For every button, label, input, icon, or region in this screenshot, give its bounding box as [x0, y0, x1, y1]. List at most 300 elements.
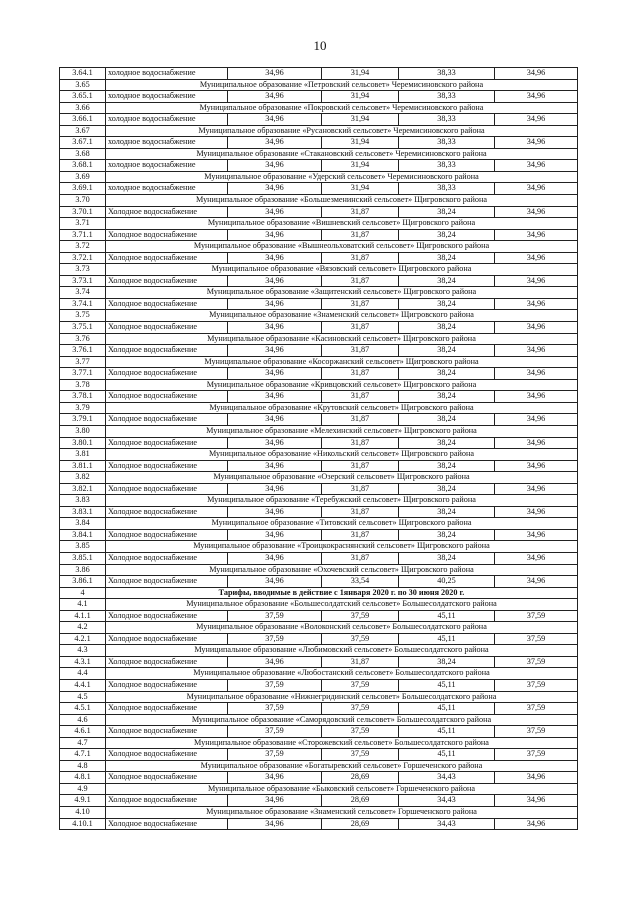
- row-number: 3.80: [60, 425, 106, 437]
- row-number: 3.77: [60, 356, 106, 368]
- tariff-value-3: 38,24: [399, 206, 495, 218]
- tariff-value-1: 34,96: [228, 772, 322, 784]
- tariff-value-1: 34,96: [228, 368, 322, 380]
- municipality-header-row: [60, 425, 578, 437]
- row-label: Холодное водоснабжение: [106, 772, 228, 784]
- municipality-title: Муниципальное образование «Теребужский сельсовет» Щигровского района: [106, 495, 578, 507]
- row-number: 3.78: [60, 379, 106, 391]
- tariff-value-3: 38,24: [399, 298, 495, 310]
- tariff-value-4: 34,96: [495, 183, 578, 195]
- tariff-value-2: 31,87: [322, 322, 399, 334]
- tariff-value-3: 40,25: [399, 576, 495, 588]
- tariff-value-1: 37,59: [228, 633, 322, 645]
- tariff-value-1: 34,96: [228, 552, 322, 564]
- row-label: холодное водоснабжение: [106, 114, 228, 126]
- tariff-value-1: 34,96: [228, 68, 322, 80]
- tariff-value-1: 34,96: [228, 298, 322, 310]
- tariff-value-4: 37,59: [495, 656, 578, 668]
- tariff-value-1: 37,59: [228, 679, 322, 691]
- table-row: [60, 68, 578, 80]
- municipality-header-row: [60, 737, 578, 749]
- tariff-table-body: [60, 68, 578, 830]
- municipality-header-row: [60, 195, 578, 207]
- row-number: 3.66: [60, 102, 106, 114]
- tariff-value-4: 34,96: [495, 576, 578, 588]
- tariff-value-4: 34,96: [495, 795, 578, 807]
- tariff-value-3: 45,11: [399, 633, 495, 645]
- row-label: Холодное водоснабжение: [106, 506, 228, 518]
- municipality-title: Муниципальное образование «Быковский сельсовет» Горшеченского района: [106, 783, 578, 795]
- tariff-value-2: 37,59: [322, 679, 399, 691]
- municipality-header-row: [60, 287, 578, 299]
- row-label: Холодное водоснабжение: [106, 206, 228, 218]
- table-row: [60, 437, 578, 449]
- municipality-header-row: [60, 79, 578, 91]
- tariff-value-1: 34,96: [228, 322, 322, 334]
- tariff-value-2: 31,87: [322, 368, 399, 380]
- row-number: 3.82: [60, 472, 106, 484]
- tariff-value-4: 34,96: [495, 137, 578, 149]
- municipality-header-row: [60, 356, 578, 368]
- tariff-value-2: 37,59: [322, 749, 399, 761]
- municipality-header-row: [60, 541, 578, 553]
- tariff-table: [59, 67, 578, 830]
- tariff-value-3: 38,33: [399, 137, 495, 149]
- tariff-value-4: 37,59: [495, 726, 578, 738]
- row-label: Холодное водоснабжение: [106, 460, 228, 472]
- tariff-value-1: 34,96: [228, 506, 322, 518]
- table-row: [60, 610, 578, 622]
- row-number: 3.79.1: [60, 414, 106, 426]
- municipality-title: Муниципальное образование «Любимовский сельсовет» Большесолдатского района: [106, 645, 578, 657]
- row-label: Холодное водоснабжение: [106, 437, 228, 449]
- row-label: Холодное водоснабжение: [106, 298, 228, 310]
- page-number: 10: [313, 38, 327, 53]
- row-number: 4.2: [60, 622, 106, 634]
- row-label: Холодное водоснабжение: [106, 252, 228, 264]
- tariff-value-4: 34,96: [495, 298, 578, 310]
- table-row: [60, 749, 578, 761]
- row-number: 4.8: [60, 760, 106, 772]
- tariff-value-3: 38,24: [399, 275, 495, 287]
- tariff-value-2: 37,59: [322, 703, 399, 715]
- tariff-value-3: 38,33: [399, 183, 495, 195]
- row-label: Холодное водоснабжение: [106, 322, 228, 334]
- row-number: 3.71.1: [60, 229, 106, 241]
- table-row: [60, 322, 578, 334]
- table-row: [60, 298, 578, 310]
- tariff-value-3: 38,24: [399, 368, 495, 380]
- municipality-title: Муниципальное образование «Косоржанский сельсовет» Щигровского района: [106, 356, 578, 368]
- row-number: 3.84: [60, 518, 106, 530]
- tariff-value-1: 34,96: [228, 91, 322, 103]
- tariff-value-1: 37,59: [228, 703, 322, 715]
- row-number: 4.10: [60, 807, 106, 819]
- municipality-header-row: [60, 449, 578, 461]
- tariff-value-3: 38,24: [399, 437, 495, 449]
- municipality-title: Муниципальное образование «Покровский сельсовет» Черемисиновского района: [106, 102, 578, 114]
- tariff-value-4: 34,96: [495, 114, 578, 126]
- row-number: 3.77.1: [60, 368, 106, 380]
- tariff-value-2: 37,59: [322, 610, 399, 622]
- tariff-value-2: 31,87: [322, 483, 399, 495]
- tariff-value-4: 34,96: [495, 391, 578, 403]
- municipality-title: Муниципальное образование «Удерский сельсовет» Черемисиновского района: [106, 171, 578, 183]
- table-row: [60, 137, 578, 149]
- row-label: Холодное водоснабжение: [106, 483, 228, 495]
- row-number: 4.7: [60, 737, 106, 749]
- municipality-header-row: [60, 102, 578, 114]
- tariff-value-1: 34,96: [228, 275, 322, 287]
- municipality-title: Муниципальное образование «Кривцовский сельсовет» Щигровского района: [106, 379, 578, 391]
- table-row: [60, 506, 578, 518]
- row-label: Холодное водоснабжение: [106, 610, 228, 622]
- tariff-value-3: 38,33: [399, 160, 495, 172]
- tariff-value-1: 34,96: [228, 160, 322, 172]
- tariff-value-2: 31,87: [322, 506, 399, 518]
- tariff-value-4: 37,59: [495, 703, 578, 715]
- row-number: 3.69: [60, 171, 106, 183]
- row-label: Холодное водоснабжение: [106, 414, 228, 426]
- tariff-value-4: 34,96: [495, 322, 578, 334]
- row-number: 3.84.1: [60, 529, 106, 541]
- row-number: 4.1: [60, 599, 106, 611]
- municipality-title: Муниципальное образование «Мелехинский сельсовет» Щигровского района: [106, 425, 578, 437]
- tariff-value-3: 38,24: [399, 656, 495, 668]
- municipality-header-row: [60, 333, 578, 345]
- municipality-title: Муниципальное образование «Вязовский сельсовет» Щигровского района: [106, 264, 578, 276]
- tariff-value-1: 34,96: [228, 460, 322, 472]
- row-number: 3.72: [60, 241, 106, 253]
- municipality-header-row: [60, 691, 578, 703]
- row-label: Холодное водоснабжение: [106, 703, 228, 715]
- table-row: [60, 368, 578, 380]
- row-number: 3.81: [60, 449, 106, 461]
- row-label: Холодное водоснабжение: [106, 726, 228, 738]
- row-label: Холодное водоснабжение: [106, 368, 228, 380]
- tariff-value-3: 38,24: [399, 252, 495, 264]
- tariff-value-4: 34,96: [495, 68, 578, 80]
- table-row: [60, 391, 578, 403]
- row-number: 4.2.1: [60, 633, 106, 645]
- row-number: 4.10.1: [60, 818, 106, 830]
- tariff-value-2: 31,87: [322, 529, 399, 541]
- tariff-value-1: 34,96: [228, 229, 322, 241]
- tariff-value-4: 37,59: [495, 749, 578, 761]
- municipality-header-row: [60, 148, 578, 160]
- table-row: [60, 772, 578, 784]
- municipality-title: Муниципальное образование «Сторожевский сельсовет» Большесолдатского района: [106, 737, 578, 749]
- tariff-value-2: 33,54: [322, 576, 399, 588]
- tariff-value-2: 31,87: [322, 298, 399, 310]
- tariff-value-2: 28,69: [322, 818, 399, 830]
- tariff-value-4: 34,96: [495, 414, 578, 426]
- municipality-header-row: [60, 783, 578, 795]
- row-number: 4.6.1: [60, 726, 106, 738]
- tariff-value-3: 38,24: [399, 460, 495, 472]
- table-row: [60, 206, 578, 218]
- row-number: 3.79: [60, 402, 106, 414]
- row-number: 4.9: [60, 783, 106, 795]
- row-number: 4.5.1: [60, 703, 106, 715]
- table-row: [60, 795, 578, 807]
- row-number: 3.72.1: [60, 252, 106, 264]
- table-row: [60, 679, 578, 691]
- row-number: 3.65.1: [60, 91, 106, 103]
- tariff-value-1: 34,96: [228, 483, 322, 495]
- row-label: Холодное водоснабжение: [106, 529, 228, 541]
- municipality-title: Муниципальное образование «Нижнегридинский сельсовет» Большесолдатского района: [106, 691, 578, 703]
- row-number: 4.6: [60, 714, 106, 726]
- row-number: 3.85.1: [60, 552, 106, 564]
- tariff-value-2: 31,94: [322, 160, 399, 172]
- row-label: Холодное водоснабжение: [106, 633, 228, 645]
- row-number: 3.68.1: [60, 160, 106, 172]
- municipality-header-row: [60, 495, 578, 507]
- row-label: Холодное водоснабжение: [106, 229, 228, 241]
- tariff-value-4: 37,59: [495, 679, 578, 691]
- row-number: 3.70: [60, 195, 106, 207]
- row-number: 3.76: [60, 333, 106, 345]
- row-number: 3.69.1: [60, 183, 106, 195]
- row-number: 4.3.1: [60, 656, 106, 668]
- row-number: 3.74: [60, 287, 106, 299]
- tariff-value-2: 31,87: [322, 229, 399, 241]
- municipality-title: Муниципальное образование «Вишневский сельсовет» Щигровского района: [106, 218, 578, 230]
- table-row: [60, 229, 578, 241]
- table-row: [60, 818, 578, 830]
- tariff-value-3: 38,24: [399, 322, 495, 334]
- table-row: [60, 633, 578, 645]
- table-row: [60, 91, 578, 103]
- tariff-value-2: 31,87: [322, 552, 399, 564]
- row-number: 3.71: [60, 218, 106, 230]
- municipality-header-row: [60, 645, 578, 657]
- row-label: Холодное водоснабжение: [106, 576, 228, 588]
- tariff-value-1: 34,96: [228, 795, 322, 807]
- tariff-value-2: 31,94: [322, 91, 399, 103]
- table-row: [60, 345, 578, 357]
- row-number: 4.8.1: [60, 772, 106, 784]
- municipality-title: Муниципальное образование «Большесолдатский сельсовет» Большесолдатского района: [106, 599, 578, 611]
- row-number: 4.7.1: [60, 749, 106, 761]
- table-row: [60, 656, 578, 668]
- row-number: 3.65: [60, 79, 106, 91]
- table-row: [60, 114, 578, 126]
- table-row: [60, 460, 578, 472]
- municipality-title: Муниципальное образование «Саморядовский сельсовет» Большесолдатского района: [106, 714, 578, 726]
- row-number: 3.74.1: [60, 298, 106, 310]
- municipality-title: Муниципальное образование «Петровский сельсовет» Черемисиновского района: [106, 79, 578, 91]
- table-row: [60, 483, 578, 495]
- municipality-header-row: [60, 807, 578, 819]
- municipality-title: Муниципальное образование «Любостанский сельсовет» Большесолдатского района: [106, 668, 578, 680]
- tariff-value-4: 34,96: [495, 206, 578, 218]
- municipality-header-row: [60, 714, 578, 726]
- row-number: 3.67.1: [60, 137, 106, 149]
- table-row: [60, 183, 578, 195]
- table-row: [60, 160, 578, 172]
- row-label: Холодное водоснабжение: [106, 275, 228, 287]
- table-row: [60, 552, 578, 564]
- tariff-value-2: 37,59: [322, 633, 399, 645]
- municipality-header-row: [60, 668, 578, 680]
- tariff-value-2: 31,94: [322, 68, 399, 80]
- tariff-value-4: 34,96: [495, 529, 578, 541]
- municipality-title: Муниципальное образование «Русановский сельсовет» Черемисиновского района: [106, 125, 578, 137]
- tariff-value-1: 34,96: [228, 414, 322, 426]
- tariff-value-2: 31,87: [322, 252, 399, 264]
- tariff-value-4: 34,96: [495, 229, 578, 241]
- row-label: Холодное водоснабжение: [106, 552, 228, 564]
- tariff-value-3: 45,11: [399, 703, 495, 715]
- tariff-value-4: 34,96: [495, 818, 578, 830]
- row-label: холодное водоснабжение: [106, 160, 228, 172]
- tariff-value-3: 45,11: [399, 726, 495, 738]
- municipality-title: Муниципальное образование «Большезменинский сельсовет» Щигровского района: [106, 195, 578, 207]
- municipality-header-row: [60, 518, 578, 530]
- row-label: Холодное водоснабжение: [106, 749, 228, 761]
- municipality-title: Муниципальное образование «Стакановский сельсовет» Черемисиновского района: [106, 148, 578, 160]
- tariff-value-2: 31,87: [322, 437, 399, 449]
- row-label: Холодное водоснабжение: [106, 656, 228, 668]
- municipality-title: Муниципальное образование «Охочевский сельсовет» Щигровского района: [106, 564, 578, 576]
- section-row: [60, 587, 578, 599]
- tariff-value-2: 31,94: [322, 114, 399, 126]
- row-number: 3.80.1: [60, 437, 106, 449]
- tariff-value-3: 45,11: [399, 679, 495, 691]
- tariff-value-2: 28,69: [322, 772, 399, 784]
- table-row: [60, 529, 578, 541]
- row-label: Холодное водоснабжение: [106, 345, 228, 357]
- tariff-value-1: 34,96: [228, 391, 322, 403]
- row-number: 3.83.1: [60, 506, 106, 518]
- municipality-title: Муниципальное образование «Богатыревский сельсовет» Горшеченского района: [106, 760, 578, 772]
- tariff-value-4: 34,96: [495, 483, 578, 495]
- tariff-value-3: 38,24: [399, 345, 495, 357]
- municipality-header-row: [60, 760, 578, 772]
- tariff-value-1: 34,96: [228, 345, 322, 357]
- row-number: 3.75: [60, 310, 106, 322]
- municipality-title: Муниципальное образование «Троицкокраснянский сельсовет» Щигровского района: [106, 541, 578, 553]
- row-label: Холодное водоснабжение: [106, 818, 228, 830]
- municipality-header-row: [60, 241, 578, 253]
- municipality-title: Муниципальное образование «Волоконский сельсовет» Большесолдатского района: [106, 622, 578, 634]
- row-number: 3.76.1: [60, 345, 106, 357]
- municipality-title: Муниципальное образование «Вышнеольховатский сельсовет» Щигровского района: [106, 241, 578, 253]
- row-number: 3.73.1: [60, 275, 106, 287]
- tariff-value-4: 34,96: [495, 552, 578, 564]
- tariff-value-1: 34,96: [228, 183, 322, 195]
- row-number: 3.78.1: [60, 391, 106, 403]
- row-number: 3.86: [60, 564, 106, 576]
- row-number: 3.83: [60, 495, 106, 507]
- tariff-value-3: 38,24: [399, 229, 495, 241]
- tariff-value-3: 34,43: [399, 795, 495, 807]
- municipality-header-row: [60, 379, 578, 391]
- tariff-value-2: 31,94: [322, 183, 399, 195]
- tariff-value-3: 38,24: [399, 391, 495, 403]
- row-number: 4.9.1: [60, 795, 106, 807]
- row-number: 3.75.1: [60, 322, 106, 334]
- row-label: холодное водоснабжение: [106, 183, 228, 195]
- table-row: [60, 726, 578, 738]
- row-number: 3.85: [60, 541, 106, 553]
- tariff-value-2: 28,69: [322, 795, 399, 807]
- tariff-value-3: 38,24: [399, 529, 495, 541]
- row-number: 4.4.1: [60, 679, 106, 691]
- row-label: Холодное водоснабжение: [106, 391, 228, 403]
- table-row: [60, 275, 578, 287]
- tariff-value-3: 34,43: [399, 772, 495, 784]
- municipality-header-row: [60, 402, 578, 414]
- row-number: 4.4: [60, 668, 106, 680]
- tariff-value-1: 34,96: [228, 137, 322, 149]
- tariff-value-3: 45,11: [399, 749, 495, 761]
- tariff-value-1: 34,96: [228, 437, 322, 449]
- row-label: Холодное водоснабжение: [106, 795, 228, 807]
- row-number: 3.73: [60, 264, 106, 276]
- tariff-value-2: 31,87: [322, 206, 399, 218]
- row-number: 3.66.1: [60, 114, 106, 126]
- municipality-header-row: [60, 564, 578, 576]
- row-number: 3.68: [60, 148, 106, 160]
- table-row: [60, 703, 578, 715]
- row-number: 3.64.1: [60, 68, 106, 80]
- tariff-value-4: 34,96: [495, 91, 578, 103]
- table-row: [60, 252, 578, 264]
- tariff-value-1: 34,96: [228, 206, 322, 218]
- tariff-value-4: 37,59: [495, 633, 578, 645]
- tariff-value-2: 31,87: [322, 414, 399, 426]
- tariff-value-1: 34,96: [228, 529, 322, 541]
- tariff-value-4: 37,59: [495, 610, 578, 622]
- municipality-title: Муниципальное образование «Титовский сельсовет» Щигровского района: [106, 518, 578, 530]
- tariff-value-4: 34,96: [495, 368, 578, 380]
- municipality-header-row: [60, 622, 578, 634]
- tariff-value-2: 31,87: [322, 275, 399, 287]
- row-number: 4.5: [60, 691, 106, 703]
- row-label: холодное водоснабжение: [106, 91, 228, 103]
- municipality-header-row: [60, 264, 578, 276]
- tariff-value-1: 34,96: [228, 252, 322, 264]
- tariff-value-3: 45,11: [399, 610, 495, 622]
- tariff-value-4: 34,96: [495, 506, 578, 518]
- row-number: 4.3: [60, 645, 106, 657]
- tariff-value-1: 34,96: [228, 656, 322, 668]
- tariff-value-3: 38,24: [399, 506, 495, 518]
- tariff-value-2: 31,87: [322, 345, 399, 357]
- municipality-title: Муниципальное образование «Знаменский сельсовет» Горшеченского района: [106, 807, 578, 819]
- tariff-value-4: 34,96: [495, 345, 578, 357]
- row-number: 3.70.1: [60, 206, 106, 218]
- municipality-header-row: [60, 125, 578, 137]
- tariff-value-2: 31,87: [322, 391, 399, 403]
- tariff-value-3: 38,24: [399, 483, 495, 495]
- tariff-value-2: 37,59: [322, 726, 399, 738]
- row-label: Холодное водоснабжение: [106, 679, 228, 691]
- section-title: Тарифы, вводимые в действие с 1января 2020 г. по 30 июня 2020 г.: [106, 587, 578, 599]
- tariff-value-4: 34,96: [495, 160, 578, 172]
- row-number: 3.86.1: [60, 576, 106, 588]
- municipality-title: Муниципальное образование «Защитенский сельсовет» Щигровского района: [106, 287, 578, 299]
- row-number: 4: [60, 587, 106, 599]
- tariff-value-4: 34,96: [495, 772, 578, 784]
- row-number: 4.1.1: [60, 610, 106, 622]
- tariff-value-1: 34,96: [228, 576, 322, 588]
- municipality-title: Муниципальное образование «Крутовский сельсовет» Щигровского района: [106, 402, 578, 414]
- municipality-title: Муниципальное образование «Никольский сельсовет» Щигровского района: [106, 449, 578, 461]
